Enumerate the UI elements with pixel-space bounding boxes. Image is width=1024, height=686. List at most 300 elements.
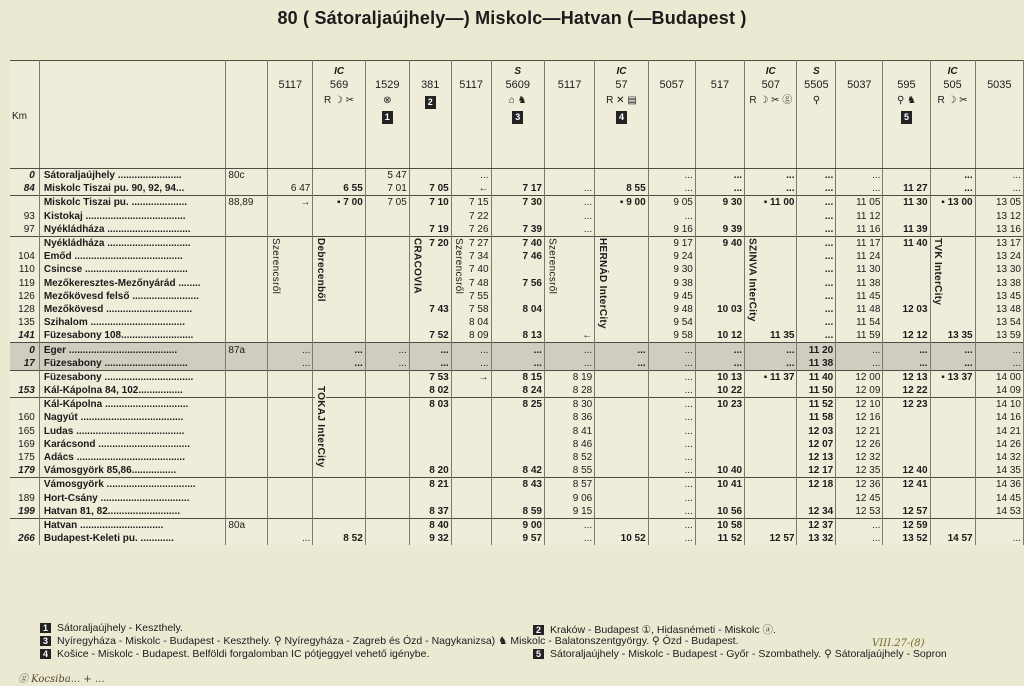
- train-number: 5117: [557, 79, 582, 91]
- time-cell: ...: [648, 532, 695, 545]
- train-number: 5505: [804, 79, 829, 91]
- station-name: Budapest-Keleti pu. ............: [39, 532, 226, 545]
- time-cell: [365, 398, 409, 412]
- time-cell: [491, 438, 544, 451]
- time-cell: 7 27: [451, 236, 491, 250]
- footnote: [40, 648, 429, 660]
- time-cell: [745, 451, 797, 464]
- time-cell: 5 47: [365, 169, 409, 183]
- train-service-icons: R ☽ ✂: [324, 95, 355, 106]
- time-cell: 14 09: [975, 384, 1023, 398]
- timetable-row: [10, 329, 1024, 343]
- time-cell: 9 24: [648, 250, 695, 263]
- time-cell: [313, 169, 365, 183]
- footnote-ref-box: 5: [901, 111, 912, 124]
- km-cell: [10, 518, 39, 532]
- train-header: [836, 61, 883, 169]
- time-cell: [268, 223, 313, 237]
- time-cell: 7 20: [409, 236, 451, 250]
- time-cell: [930, 316, 975, 329]
- station-name: Vámosgyörk 85,86................: [39, 464, 226, 478]
- time-cell: [595, 384, 648, 398]
- time-cell: 9 06: [544, 492, 594, 505]
- time-cell: 12 32: [836, 451, 883, 464]
- time-cell: [451, 425, 491, 438]
- time-cell: [745, 223, 797, 237]
- time-cell: 13 17: [975, 236, 1023, 250]
- time-cell: 9 45: [648, 290, 695, 303]
- timetable-row: [10, 492, 1024, 505]
- timetable-row: [10, 250, 1024, 263]
- table-reference: [226, 236, 268, 250]
- time-cell: 11 27: [883, 182, 930, 196]
- time-cell: ...: [451, 357, 491, 371]
- time-cell: 8 19: [544, 370, 594, 384]
- time-cell: [268, 210, 313, 223]
- time-cell: ...: [544, 343, 594, 357]
- time-cell: [268, 478, 313, 492]
- table-reference: [226, 182, 268, 196]
- time-cell: [745, 478, 797, 492]
- date-note: VIII.27-(8): [872, 638, 925, 649]
- time-cell: 8 40: [409, 518, 451, 532]
- train-class: IC: [765, 66, 776, 77]
- time-cell: [409, 210, 451, 223]
- time-cell: [365, 425, 409, 438]
- time-cell: 8 21: [409, 478, 451, 492]
- time-cell: [268, 464, 313, 478]
- station-name: Sátoraljaújhely .......................: [39, 169, 226, 183]
- train-header: [797, 61, 836, 169]
- time-cell: 8 20: [409, 464, 451, 478]
- time-cell: 11 58: [797, 411, 836, 424]
- time-cell: [544, 303, 594, 316]
- time-cell: ...: [648, 492, 695, 505]
- time-cell: 12 57: [883, 505, 930, 519]
- time-cell: [797, 492, 836, 505]
- time-cell: ...: [648, 182, 695, 196]
- time-cell: ←: [544, 329, 594, 343]
- time-cell: [268, 438, 313, 451]
- time-cell: [365, 329, 409, 343]
- footnote-ref-box: 3: [512, 111, 523, 124]
- station-name: Adács .......................................: [39, 451, 226, 464]
- time-cell: [745, 492, 797, 505]
- time-cell: 14 35: [975, 464, 1023, 478]
- time-cell: 14 32: [975, 451, 1023, 464]
- time-cell: [313, 492, 365, 505]
- time-cell: [930, 398, 975, 412]
- time-cell: 13 16: [975, 223, 1023, 237]
- time-cell: [313, 329, 365, 343]
- time-cell: 8 57: [544, 478, 594, 492]
- time-cell: 8 02: [409, 384, 451, 398]
- time-cell: 11 38: [797, 357, 836, 371]
- time-cell: ...: [797, 182, 836, 196]
- station-name: Miskolc Tiszai pu. ....................: [39, 196, 226, 210]
- table-reference: [226, 478, 268, 492]
- time-cell: [491, 290, 544, 303]
- footnote-number: 2: [533, 625, 544, 635]
- timetable: [10, 60, 1024, 545]
- time-cell: ...: [313, 343, 365, 357]
- time-cell: ...: [745, 343, 797, 357]
- time-cell: ...: [648, 210, 695, 223]
- time-cell: 13 52: [883, 532, 930, 545]
- train-number: 507: [761, 79, 780, 91]
- time-cell: 12 40: [883, 464, 930, 478]
- timetable-row: [10, 169, 1024, 183]
- time-cell: 11 50: [797, 384, 836, 398]
- time-cell: ...: [648, 398, 695, 412]
- train-header: [745, 61, 797, 169]
- train-header: [491, 61, 544, 169]
- time-cell: [365, 223, 409, 237]
- station-name: Ludas .......................................: [39, 425, 226, 438]
- table-reference: [226, 303, 268, 316]
- timetable-row: [10, 532, 1024, 545]
- time-cell: 8 36: [544, 411, 594, 424]
- time-cell: [451, 478, 491, 492]
- time-cell: [268, 451, 313, 464]
- time-cell: 11 35: [745, 329, 797, 343]
- time-cell: [313, 316, 365, 329]
- km-cell: 160: [10, 411, 39, 424]
- train-name-label: TOKAJ InterCity: [314, 386, 326, 468]
- km-cell: 17: [10, 357, 39, 371]
- km-cell: 199: [10, 505, 39, 519]
- timetable-row: [10, 210, 1024, 223]
- time-cell: [883, 438, 930, 451]
- train-number: 505: [943, 79, 962, 91]
- time-cell: 13 32: [797, 532, 836, 545]
- time-cell: 7 56: [491, 277, 544, 290]
- time-cell: [365, 277, 409, 290]
- km-cell: 119: [10, 277, 39, 290]
- station-name: Nyékládháza ..............................: [39, 236, 226, 250]
- station-name: Kistokaj ....................................: [39, 210, 226, 223]
- station-name: Mezőkeresztes-Mezőnyárád ........: [39, 277, 226, 290]
- km-cell: [10, 398, 39, 412]
- time-cell: 11 16: [836, 223, 883, 237]
- timetable-row: [10, 464, 1024, 478]
- time-cell: [595, 329, 648, 343]
- time-cell: ...: [975, 357, 1023, 371]
- km-cell: 97: [10, 223, 39, 237]
- train-number: 569: [329, 79, 349, 91]
- time-cell: ...: [544, 210, 594, 223]
- time-cell: 12 09: [836, 384, 883, 398]
- km-cell: 141: [10, 329, 39, 343]
- time-cell: [451, 464, 491, 478]
- time-cell: [268, 329, 313, 343]
- train-number: 517: [710, 79, 730, 91]
- table-reference: [226, 464, 268, 478]
- km-cell: [10, 370, 39, 384]
- train-service-icons: ⚲ ♞: [896, 95, 917, 106]
- time-cell: →: [268, 196, 313, 210]
- timetable-row: [10, 196, 1024, 210]
- time-cell: [365, 263, 409, 276]
- time-cell: [883, 492, 930, 505]
- time-cell: [930, 505, 975, 519]
- time-cell: [595, 169, 648, 183]
- time-cell: 12 21: [836, 425, 883, 438]
- time-cell: [451, 518, 491, 532]
- time-cell: [930, 438, 975, 451]
- table-reference: [226, 277, 268, 290]
- time-cell: ...: [648, 518, 695, 532]
- time-cell: 8 03: [409, 398, 451, 412]
- time-cell: 8 15: [491, 370, 544, 384]
- train-number: 5035: [987, 79, 1012, 91]
- time-cell: [365, 236, 409, 250]
- time-cell: [595, 398, 648, 412]
- timetable-row: [10, 425, 1024, 438]
- time-cell: ...: [648, 370, 695, 384]
- time-cell: 9 54: [648, 316, 695, 329]
- timetable-row: [10, 357, 1024, 371]
- time-cell: ...: [268, 532, 313, 545]
- time-cell: 9 30: [648, 263, 695, 276]
- time-cell: ...: [975, 169, 1023, 183]
- time-cell: [268, 492, 313, 505]
- time-cell: [313, 210, 365, 223]
- footnote-number: 3: [40, 636, 51, 646]
- time-cell: 8 04: [451, 316, 491, 329]
- time-cell: [595, 370, 648, 384]
- time-cell: [595, 223, 648, 237]
- time-cell: ...: [797, 223, 836, 237]
- time-cell: 9 38: [648, 277, 695, 290]
- time-cell: [313, 478, 365, 492]
- time-cell: 12 37: [797, 518, 836, 532]
- time-cell: [451, 384, 491, 398]
- time-cell: [409, 451, 451, 464]
- station-name: Füzesabony ................................: [39, 370, 226, 384]
- time-cell: 7 43: [409, 303, 451, 316]
- train-header: [365, 61, 409, 169]
- station-name: Mezőkövesd ...............................: [39, 303, 226, 316]
- time-cell: ...: [451, 169, 491, 183]
- time-cell: 13 59: [975, 329, 1023, 343]
- time-cell: [883, 451, 930, 464]
- time-cell: 8 43: [491, 478, 544, 492]
- table-reference: 87a: [226, 343, 268, 357]
- time-cell: [595, 411, 648, 424]
- time-cell: 12 36: [836, 478, 883, 492]
- km-cell: 179: [10, 464, 39, 478]
- train-class: [547, 65, 592, 77]
- time-cell: 14 16: [975, 411, 1023, 424]
- time-cell: 12 59: [883, 518, 930, 532]
- time-cell: ...: [797, 329, 836, 343]
- time-cell: 14 00: [975, 370, 1023, 384]
- time-cell: 7 30: [491, 196, 544, 210]
- time-cell: [491, 425, 544, 438]
- time-cell: ...: [797, 277, 836, 290]
- train-class: [698, 65, 742, 77]
- train-name-label: Szerencsről: [546, 238, 558, 295]
- train-header: [268, 61, 313, 169]
- time-cell: ...: [648, 425, 695, 438]
- time-cell: ▪ 9 00: [595, 196, 648, 210]
- time-cell: 13 24: [975, 250, 1023, 263]
- time-cell: 13 45: [975, 290, 1023, 303]
- timetable-row: [10, 505, 1024, 519]
- time-cell: 11 20: [797, 343, 836, 357]
- time-cell: ...: [648, 478, 695, 492]
- time-cell: [365, 384, 409, 398]
- time-cell: 7 40: [491, 236, 544, 250]
- table-reference: [226, 398, 268, 412]
- time-cell: 11 30: [836, 263, 883, 276]
- time-cell: [409, 438, 451, 451]
- time-cell: ...: [648, 169, 695, 183]
- time-cell: 11 45: [836, 290, 883, 303]
- time-cell: [930, 464, 975, 478]
- time-cell: [268, 411, 313, 424]
- time-cell: ...: [544, 357, 594, 371]
- train-service-icons: R ☽ ✂: [937, 95, 968, 106]
- table-reference: 88,89: [226, 196, 268, 210]
- train-name-label: HERNÁD InterCity: [596, 238, 608, 330]
- time-cell: [268, 370, 313, 384]
- time-cell: ...: [648, 451, 695, 464]
- time-cell: 10 58: [695, 518, 744, 532]
- table-reference: [226, 290, 268, 303]
- table-reference: [226, 411, 268, 424]
- time-cell: [883, 250, 930, 263]
- footnote-ref-box: 4: [616, 111, 627, 124]
- time-cell: [268, 398, 313, 412]
- time-cell: 7 58: [451, 303, 491, 316]
- train-service-icons: ⚲: [812, 95, 821, 106]
- time-cell: [451, 411, 491, 424]
- time-cell: [365, 290, 409, 303]
- footnote-text: Sátoraljaújhely - Keszthely.: [57, 622, 183, 634]
- time-cell: 8 41: [544, 425, 594, 438]
- time-cell: 7 48: [451, 277, 491, 290]
- time-cell: ...: [883, 343, 930, 357]
- time-cell: [930, 223, 975, 237]
- train-class: [885, 65, 927, 77]
- time-cell: 10 40: [695, 464, 744, 478]
- time-cell: 7 26: [451, 223, 491, 237]
- time-cell: 10 52: [595, 532, 648, 545]
- table-reference: [226, 210, 268, 223]
- footnote-number: 4: [40, 649, 51, 659]
- time-cell: [695, 316, 744, 329]
- time-cell: [745, 518, 797, 532]
- table-reference: 80a: [226, 518, 268, 532]
- time-cell: 10 56: [695, 505, 744, 519]
- km-cell: 165: [10, 425, 39, 438]
- train-class: [838, 65, 880, 77]
- time-cell: 10 03: [695, 303, 744, 316]
- time-cell: 9 40: [695, 236, 744, 250]
- time-cell: 9 57: [491, 532, 544, 545]
- time-cell: 10 12: [695, 329, 744, 343]
- train-header: [409, 61, 451, 169]
- table-reference: [226, 223, 268, 237]
- time-cell: [365, 451, 409, 464]
- footnote: [40, 622, 183, 634]
- time-cell: [365, 505, 409, 519]
- km-cell: 175: [10, 451, 39, 464]
- time-cell: [491, 263, 544, 276]
- time-cell: 12 00: [836, 370, 883, 384]
- time-cell: ...: [695, 357, 744, 371]
- time-cell: 13 38: [975, 277, 1023, 290]
- time-cell: 7 46: [491, 250, 544, 263]
- time-cell: ...: [836, 532, 883, 545]
- train-class: [978, 65, 1021, 77]
- km-cell: 128: [10, 303, 39, 316]
- time-cell: 12 57: [745, 532, 797, 545]
- time-cell: [544, 169, 594, 183]
- time-cell: [268, 425, 313, 438]
- time-cell: ...: [797, 196, 836, 210]
- time-cell: ...: [544, 182, 594, 196]
- time-cell: 12 53: [836, 505, 883, 519]
- timetable-row: [10, 316, 1024, 329]
- time-cell: ...: [648, 384, 695, 398]
- time-cell: 14 36: [975, 478, 1023, 492]
- time-cell: [883, 210, 930, 223]
- time-cell: ▪ 7 00: [313, 196, 365, 210]
- time-cell: [883, 290, 930, 303]
- time-cell: 8 04: [491, 303, 544, 316]
- time-cell: ▪ 11 00: [745, 196, 797, 210]
- train-class: IC: [947, 66, 958, 77]
- train-name-label: Szerencsről: [269, 238, 281, 295]
- train-number: 5057: [659, 79, 684, 91]
- time-cell: ...: [648, 438, 695, 451]
- train-number: 5117: [459, 79, 483, 91]
- train-class: [270, 65, 310, 77]
- time-cell: [365, 464, 409, 478]
- time-cell: 11 59: [836, 329, 883, 343]
- time-cell: [365, 478, 409, 492]
- time-cell: [595, 518, 648, 532]
- train-number: 1529: [375, 79, 400, 91]
- time-cell: [365, 411, 409, 424]
- footnote-text: Kraków - Budapest ①, Hidasnémeti - Miskolc ⓐ.: [550, 624, 776, 636]
- time-cell: 9 00: [491, 518, 544, 532]
- time-cell: 11 48: [836, 303, 883, 316]
- time-cell: [883, 169, 930, 183]
- train-class: IC: [334, 66, 345, 77]
- time-cell: ...: [836, 357, 883, 371]
- train-header: [451, 61, 491, 169]
- time-cell: ...: [595, 357, 648, 371]
- time-cell: 8 13: [491, 329, 544, 343]
- time-cell: [883, 411, 930, 424]
- time-cell: 11 38: [836, 277, 883, 290]
- time-cell: ▪ 13 37: [930, 370, 975, 384]
- time-cell: 11 24: [836, 250, 883, 263]
- time-cell: [883, 263, 930, 276]
- time-cell: ...: [745, 169, 797, 183]
- time-cell: 14 21: [975, 425, 1023, 438]
- train-header: [544, 61, 594, 169]
- timetable-row: [10, 303, 1024, 316]
- time-cell: [365, 492, 409, 505]
- time-cell: [268, 303, 313, 316]
- table-reference: [226, 329, 268, 343]
- time-cell: 10 22: [695, 384, 744, 398]
